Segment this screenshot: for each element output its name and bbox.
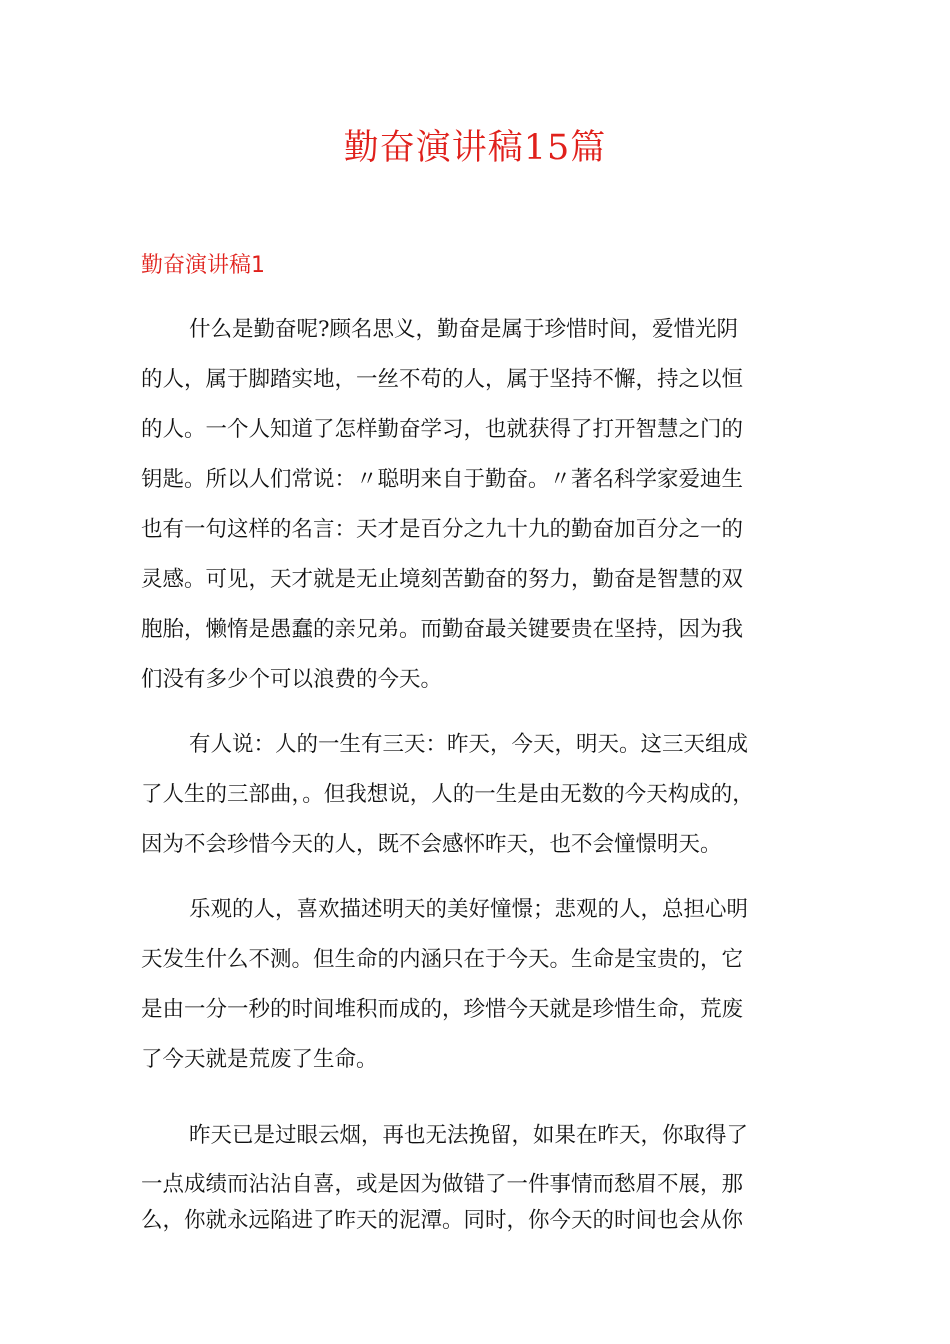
paragraph-line: 天发生什么不测。但生命的内涵只在于今天。生命是宝贵的，它 <box>141 947 744 972</box>
paragraph-line: 乐观的人，喜欢描述明天的美好憧憬；悲观的人，总担心明 <box>189 897 749 922</box>
paragraph-line: 有人说：人的一生有三天：昨天，今天，明天。这三天组成 <box>189 732 749 757</box>
paragraph-4 <box>141 1105 811 1239</box>
document-title: 勤奋演讲稿15篇 <box>343 128 607 168</box>
paragraph-line: 一点成绩而沾沾自喜，或是因为做错了一件事情而愁眉不展，那 <box>141 1172 744 1197</box>
paragraph-line: 的人，属于脚踏实地，一丝不苟的人，属于坚持不懈，持之以恒 <box>141 367 744 392</box>
paragraph-line: 的人。一个人知道了怎样勤奋学习，也就获得了打开智慧之门的 <box>141 417 744 442</box>
paragraph-line: 灵感。可见，天才就是无止境刻苦勤奋的努力，勤奋是智慧的双 <box>141 567 744 592</box>
paragraph-3 <box>141 885 811 1085</box>
paragraph-line: 们没有多少个可以浪费的今天。 <box>141 667 443 692</box>
paragraph-line: 钥匙。所以人们常说：〃聪明来自于勤奋。〃著名科学家爱迪生 <box>141 467 744 492</box>
paragraph-line: 么，你就永远陷进了昨天的泥潭。同时，你今天的时间也会从你 <box>141 1208 744 1233</box>
paragraph-1 <box>141 305 811 705</box>
paragraph-line: 因为不会珍惜今天的人，既不会感怀昨天，也不会憧憬明天。 <box>141 832 722 857</box>
paragraph-line: 也有一句这样的名言：天才是百分之九十九的勤奋加百分之一的 <box>141 517 744 542</box>
paragraph-line: 昨天已是过眼云烟，再也无法挽留，如果在昨天，你取得了 <box>189 1123 749 1148</box>
paragraph-line: 胞胎，懒惰是愚蠢的亲兄弟。而勤奋最关键要贵在坚持，因为我 <box>141 617 744 642</box>
section-heading: 勤奋演讲稿1 <box>141 253 265 278</box>
paragraph-line: 什么是勤奋呢?顾名思义，勤奋是属于珍惜时间，爱惜光阴 <box>189 317 739 342</box>
paragraph-line: 了人生的三部曲，。但我想说，人的一生是由无数的今天构成的， <box>141 782 754 807</box>
paragraph-line: 是由一分一秒的时间堆积而成的，珍惜今天就是珍惜生命，荒废 <box>141 997 744 1022</box>
paragraph-2 <box>141 720 811 870</box>
paragraph-line: 了今天就是荒废了生命。 <box>141 1047 378 1072</box>
